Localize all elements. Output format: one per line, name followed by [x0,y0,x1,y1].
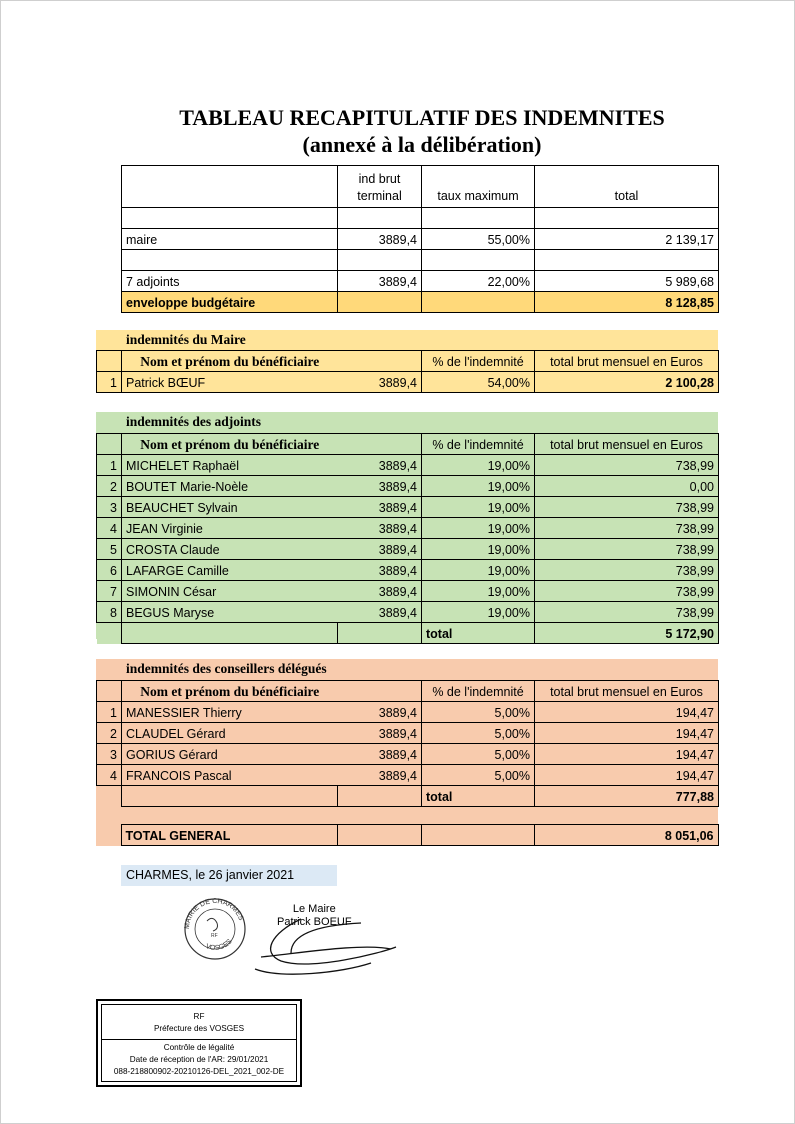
col-total-header: total brut mensuel en Euros [535,681,719,702]
pct-value: 19,00% [422,602,535,623]
brut-value: 3889,4 [338,765,422,786]
handwritten-signature [241,913,401,983]
prefecture-line: Préfecture des VOSGES [153,1024,245,1033]
total-value: 2 100,28 [535,372,719,393]
beneficiary-name: Patrick BŒUF [122,372,338,393]
total-value: 738,99 [535,560,719,581]
beneficiary-name: LAFARGE Camille [122,560,338,581]
table-row [97,723,719,744]
summary-empty-cell [422,292,535,313]
row-number: 3 [97,497,122,518]
adjoints-total-label: total [422,623,535,644]
summary-empty-cell [338,208,422,229]
summary-empty-cell [122,208,338,229]
empty-cell [421,825,534,846]
svg-text:MAIRIE DE CHARMES [184,898,245,929]
empty-cell [122,623,338,644]
table-row [97,372,719,393]
brut-value: 3889,4 [338,372,422,393]
maire-table [96,350,719,393]
conseillers-total-value: 777,88 [535,786,719,807]
row-number: 2 [97,476,122,497]
col-pct-header: % de l'indemnité [422,434,535,455]
beneficiary-name: SIMONIN César [122,581,338,602]
summary-empty-cell [422,250,535,271]
beneficiary-name: BEGUS Maryse [122,602,338,623]
brut-value: 3889,4 [338,581,422,602]
act-id-line: 088-218800902-20210126-DEL_2021_002-DE [113,1067,285,1076]
summary-header-total: total [535,166,719,208]
total-value: 194,47 [535,702,719,723]
row-number: 6 [97,560,122,581]
total-value: 738,99 [535,518,719,539]
pct-value: 19,00% [422,497,535,518]
col-brut-header [338,681,422,702]
beneficiary-name: JEAN Virginie [122,518,338,539]
pct-value: 5,00% [422,765,535,786]
stamp-text-top: MAIRIE DE CHARMES [183,897,245,930]
beneficiary-name: GORIUS Gérard [122,744,338,765]
col-brut-header [338,351,422,372]
stamp-center: RF [211,933,218,939]
empty-cell [96,825,121,846]
total-value: 738,99 [535,497,719,518]
empty-cell [337,825,421,846]
controle-line: Contrôle de légalité [163,1043,235,1052]
row-number: 1 [97,372,122,393]
beneficiary-name: BOUTET Marie-Noèle [122,476,338,497]
conseillers-table [96,680,719,807]
pct-value: 5,00% [422,744,535,765]
summary-label: 7 adjoints [122,271,338,292]
col-name-header: Nom et prénom du bénéficiaire [122,434,338,455]
date-line: CHARMES, le 26 janvier 2021 [121,865,337,886]
summary-header-blank [122,166,338,208]
empty-cell [338,786,422,807]
adjoints-section-title: indemnités des adjoints [126,414,262,429]
num-header [97,351,122,372]
empty-cell [97,623,122,644]
col-total-header: total brut mensuel en Euros [535,434,719,455]
brut-value: 3889,4 [338,476,422,497]
summary-empty-cell [535,250,719,271]
conseillers-section-title: indemnités des conseillers délégués [126,661,327,676]
signature-name: Patrick BOEUF [277,916,352,928]
table-row [97,518,719,539]
empty-cell [122,786,338,807]
col-name-header: Nom et prénom du bénéficiaire [122,351,338,372]
beneficiary-name: CROSTA Claude [122,539,338,560]
grand-total-label: TOTAL GENERAL [121,825,337,846]
row-number: 4 [97,518,122,539]
beneficiary-name: MANESSIER Thierry [122,702,338,723]
rf-line: RF [193,1012,205,1021]
brut-value: 3889,4 [338,602,422,623]
total-value: 738,99 [535,602,719,623]
summary-row-adjoints [122,271,719,292]
col-total-header: total brut mensuel en Euros [535,351,719,372]
summary-label: maire [122,229,338,250]
brut-value: 3889,4 [338,497,422,518]
table-row [97,497,719,518]
pct-value: 5,00% [422,702,535,723]
brut-value: 3889,4 [338,744,422,765]
summary-total: 5 989,68 [535,271,719,292]
beneficiary-name: FRANCOIS Pascal [122,765,338,786]
row-number: 5 [97,539,122,560]
total-value: 738,99 [535,581,719,602]
summary-header-taux: taux maximum [422,166,535,208]
brut-value: 3889,4 [338,455,422,476]
total-value: 194,47 [535,765,719,786]
summary-empty-cell [422,208,535,229]
summary-ind-brut: 3889,4 [338,271,422,292]
col-brut-header [338,434,422,455]
summary-empty-cell [338,292,422,313]
table-row [97,455,719,476]
total-value: 738,99 [535,455,719,476]
conseillers-total-label: total [422,786,535,807]
grand-total-table [96,824,719,846]
summary-empty-cell [535,208,719,229]
num-header [97,681,122,702]
reception-date-line: Date de réception de l'AR: 29/01/2021 [129,1055,269,1064]
summary-taux: 22,00% [422,271,535,292]
document-subtitle: (annexé à la délibération) [302,132,542,157]
row-number: 1 [97,702,122,723]
table-row [97,765,719,786]
total-value: 194,47 [535,744,719,765]
total-value: 194,47 [535,723,719,744]
row-number: 7 [97,581,122,602]
document-title: TABLEAU RECAPITULATIF DES INDEMNITES [179,105,665,130]
empty-cell [338,623,422,644]
summary-total: 2 139,17 [535,229,719,250]
pct-value: 54,00% [422,372,535,393]
row-number: 4 [97,765,122,786]
brut-value: 3889,4 [338,560,422,581]
row-number: 3 [97,744,122,765]
table-row [97,539,719,560]
brut-value: 3889,4 [338,702,422,723]
brut-value: 3889,4 [338,539,422,560]
beneficiary-name: CLAUDEL Gérard [122,723,338,744]
enveloppe-total: 8 128,85 [535,292,719,313]
pct-value: 19,00% [422,581,535,602]
summary-table [121,165,719,313]
beneficiary-name: BEAUCHET Sylvain [122,497,338,518]
total-value: 738,99 [535,539,719,560]
summary-row-maire [122,229,719,250]
beneficiary-name: MICHELET Raphaël [122,455,338,476]
col-pct-header: % de l'indemnité [422,351,535,372]
stamp-text-bottom: VOSGES [204,938,234,952]
grand-total-value: 8 051,06 [534,825,718,846]
svg-text:VOSGES [205,938,234,952]
num-header [97,434,122,455]
table-row [97,560,719,581]
maire-section-title: indemnités du Maire [126,332,246,347]
table-row [97,744,719,765]
total-value: 0,00 [535,476,719,497]
summary-ind-brut: 3889,4 [338,229,422,250]
pct-value: 19,00% [422,476,535,497]
adjoints-total-row [97,623,719,644]
signature-title: Le Maire [292,903,336,915]
summary-header-ind-brut: ind brut terminal [338,166,422,208]
adjoints-table [96,433,719,644]
summary-empty-cell [122,250,338,271]
col-pct-header: % de l'indemnité [422,681,535,702]
brut-value: 3889,4 [338,723,422,744]
pct-value: 5,00% [422,723,535,744]
table-row [97,702,719,723]
col-name-header: Nom et prénom du bénéficiaire [122,681,338,702]
empty-cell [97,786,122,807]
row-number: 1 [97,455,122,476]
row-number: 8 [97,602,122,623]
adjoints-total-value: 5 172,90 [535,623,719,644]
table-row [97,476,719,497]
enveloppe-label: enveloppe budgétaire [122,292,338,313]
summary-empty-cell [338,250,422,271]
pct-value: 19,00% [422,455,535,476]
table-row [97,602,719,623]
pct-value: 19,00% [422,560,535,581]
table-row [97,581,719,602]
summary-row-enveloppe [122,292,719,313]
row-number: 2 [97,723,122,744]
conseillers-total-row [97,786,719,807]
brut-value: 3889,4 [338,518,422,539]
summary-taux: 55,00% [422,229,535,250]
prefecture-box [96,999,302,1087]
pct-value: 19,00% [422,539,535,560]
pct-value: 19,00% [422,518,535,539]
